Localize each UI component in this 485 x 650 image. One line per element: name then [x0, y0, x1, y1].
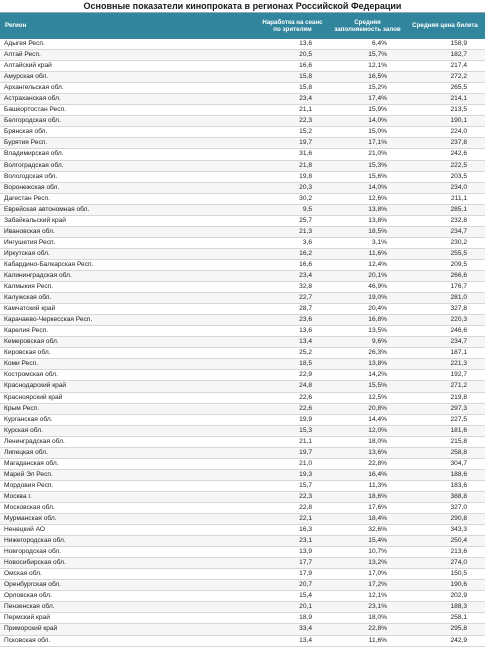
- cell-region: Кировская обл.: [0, 348, 255, 359]
- cell-screenings: 21,1: [255, 436, 330, 447]
- cell-screenings: 28,7: [255, 304, 330, 315]
- table-row: [0, 624, 485, 635]
- cell-screenings: 20,1: [255, 602, 330, 613]
- table-row: [0, 61, 485, 72]
- table-row: [0, 193, 485, 204]
- cell-price: 221,3: [405, 359, 485, 370]
- cell-screenings: 16,3: [255, 525, 330, 536]
- cell-screenings: 25,7: [255, 215, 330, 226]
- cell-screenings: 32,8: [255, 282, 330, 293]
- cell-screenings: 13,9: [255, 547, 330, 558]
- cell-screenings: 9,5: [255, 204, 330, 215]
- cell-occupancy: 9,6%: [330, 337, 405, 348]
- cell-occupancy: 16,8%: [330, 315, 405, 326]
- cell-screenings: 22,3: [255, 116, 330, 127]
- table-row: [0, 381, 485, 392]
- cell-screenings: 17,7: [255, 558, 330, 569]
- cell-region: Ненецкий АО: [0, 525, 255, 536]
- cell-price: 271,2: [405, 381, 485, 392]
- column-header-screenings: Наработка на сеанс по зрителям: [255, 13, 330, 39]
- cell-occupancy: 15,0%: [330, 127, 405, 138]
- cell-screenings: 13,4: [255, 337, 330, 348]
- cell-occupancy: 6,4%: [330, 39, 405, 50]
- cell-occupancy: 15,7%: [330, 50, 405, 61]
- table-row: [0, 50, 485, 61]
- table-header: [0, 13, 485, 39]
- table-row: [0, 215, 485, 226]
- cell-region: Астраханская обл.: [0, 94, 255, 105]
- table-row: [0, 270, 485, 281]
- cell-screenings: 16,6: [255, 61, 330, 72]
- cell-region: Липецкая обл.: [0, 447, 255, 458]
- cell-region: Воронежская обл.: [0, 182, 255, 193]
- table-row: [0, 204, 485, 215]
- table-row: [0, 569, 485, 580]
- cell-occupancy: 15,2%: [330, 83, 405, 94]
- cell-occupancy: 18,4%: [330, 514, 405, 525]
- cell-price: 304,7: [405, 458, 485, 469]
- cell-screenings: 22,8: [255, 502, 330, 513]
- cell-region: Марий Эл Респ.: [0, 469, 255, 480]
- cell-price: 150,5: [405, 569, 485, 580]
- table-row: [0, 425, 485, 436]
- cell-region: Калмыкия Респ.: [0, 282, 255, 293]
- cell-screenings: 21,3: [255, 226, 330, 237]
- cell-price: 232,8: [405, 215, 485, 226]
- cell-screenings: 22,9: [255, 370, 330, 381]
- cell-region: Брянская обл.: [0, 127, 255, 138]
- cell-region: Волгоградская обл.: [0, 160, 255, 171]
- table-row: [0, 635, 485, 646]
- cell-occupancy: 11,3%: [330, 480, 405, 491]
- cell-price: 250,4: [405, 536, 485, 547]
- cell-occupancy: 17,6%: [330, 502, 405, 513]
- cell-price: 211,1: [405, 193, 485, 204]
- cell-occupancy: 12,1%: [330, 61, 405, 72]
- table-row: [0, 359, 485, 370]
- cell-price: 272,2: [405, 72, 485, 83]
- table-row: [0, 138, 485, 149]
- cell-price: 214,1: [405, 94, 485, 105]
- cell-occupancy: 12,4%: [330, 259, 405, 270]
- table-row: [0, 414, 485, 425]
- table-row: [0, 293, 485, 304]
- cell-occupancy: 13,8%: [330, 359, 405, 370]
- cell-occupancy: 13,8%: [330, 215, 405, 226]
- cell-price: 190,6: [405, 580, 485, 591]
- table-row: [0, 72, 485, 83]
- table-row: [0, 83, 485, 94]
- cell-occupancy: 10,7%: [330, 547, 405, 558]
- cell-region: Пензенская обл.: [0, 602, 255, 613]
- cell-occupancy: 20,8%: [330, 403, 405, 414]
- cell-occupancy: 17,2%: [330, 580, 405, 591]
- cell-occupancy: 19,0%: [330, 293, 405, 304]
- cell-screenings: 13,6: [255, 326, 330, 337]
- table-row: [0, 282, 485, 293]
- cell-screenings: 33,4: [255, 624, 330, 635]
- table-row: [0, 447, 485, 458]
- cell-price: 158,9: [405, 39, 485, 50]
- cell-region: Крым Респ.: [0, 403, 255, 414]
- cell-region: Костромская обл.: [0, 370, 255, 381]
- cell-occupancy: 32,6%: [330, 525, 405, 536]
- cell-region: Оренбургская обл.: [0, 580, 255, 591]
- cell-occupancy: 18,0%: [330, 436, 405, 447]
- cell-occupancy: 22,8%: [330, 458, 405, 469]
- cell-price: 202,9: [405, 591, 485, 602]
- cell-occupancy: 23,1%: [330, 602, 405, 613]
- cell-price: 297,3: [405, 403, 485, 414]
- cell-region: Красноярский край: [0, 392, 255, 403]
- cell-screenings: 22,1: [255, 514, 330, 525]
- cell-region: Архангельская обл.: [0, 83, 255, 94]
- cell-occupancy: 13,5%: [330, 326, 405, 337]
- cell-screenings: 30,2: [255, 193, 330, 204]
- cell-region: Владимирская обл.: [0, 149, 255, 160]
- cell-price: 258,1: [405, 613, 485, 624]
- table-row: [0, 259, 485, 270]
- cell-price: 327,8: [405, 304, 485, 315]
- cell-occupancy: 46,9%: [330, 282, 405, 293]
- cell-screenings: 18,5: [255, 359, 330, 370]
- cell-screenings: 15,3: [255, 425, 330, 436]
- cell-region: Мурманская обл.: [0, 514, 255, 525]
- table-row: [0, 149, 485, 160]
- cell-region: Калининградская обл.: [0, 270, 255, 281]
- table-row: [0, 514, 485, 525]
- cell-region: Курская обл.: [0, 425, 255, 436]
- table-row: [0, 348, 485, 359]
- cell-price: 192,7: [405, 370, 485, 381]
- cell-price: 281,0: [405, 293, 485, 304]
- cell-region: Москва г.: [0, 491, 255, 502]
- cell-price: 188,3: [405, 602, 485, 613]
- cell-price: 209,5: [405, 259, 485, 270]
- cell-price: 343,3: [405, 525, 485, 536]
- cell-screenings: 20,7: [255, 580, 330, 591]
- cell-price: 188,6: [405, 469, 485, 480]
- cell-screenings: 22,7: [255, 293, 330, 304]
- cell-occupancy: 3,1%: [330, 237, 405, 248]
- cell-screenings: 13,6: [255, 39, 330, 50]
- cell-screenings: 25,2: [255, 348, 330, 359]
- cell-price: 183,6: [405, 480, 485, 491]
- table-row: [0, 580, 485, 591]
- table-row: [0, 94, 485, 105]
- cell-price: 190,1: [405, 116, 485, 127]
- cell-screenings: 31,6: [255, 149, 330, 160]
- cell-region: Карелия Респ.: [0, 326, 255, 337]
- cell-screenings: 22,6: [255, 392, 330, 403]
- cell-price: 220,3: [405, 315, 485, 326]
- cell-occupancy: 12,0%: [330, 425, 405, 436]
- cell-screenings: 16,2: [255, 248, 330, 259]
- cell-screenings: 19,7: [255, 138, 330, 149]
- cell-occupancy: 20,4%: [330, 304, 405, 315]
- cell-price: 227,5: [405, 414, 485, 425]
- table-row: [0, 304, 485, 315]
- page-title: Основные показатели кинопроката в регионах Российской Федерации: [0, 0, 485, 13]
- cell-region: Камчатский край: [0, 304, 255, 315]
- cell-screenings: 20,5: [255, 50, 330, 61]
- cell-region: Пермский край: [0, 613, 255, 624]
- cell-screenings: 19,7: [255, 447, 330, 458]
- cell-occupancy: 15,5%: [330, 381, 405, 392]
- cell-price: 237,8: [405, 138, 485, 149]
- cell-region: Мордовия Респ.: [0, 480, 255, 491]
- cell-region: Белгородская обл.: [0, 116, 255, 127]
- table-row: [0, 160, 485, 171]
- table-row: [0, 558, 485, 569]
- cell-region: Дагестан Респ.: [0, 193, 255, 204]
- table-row: [0, 370, 485, 381]
- cell-screenings: 13,4: [255, 635, 330, 646]
- cell-occupancy: 21,0%: [330, 149, 405, 160]
- cell-screenings: 23,1: [255, 536, 330, 547]
- cell-screenings: 19,3: [255, 469, 330, 480]
- cell-price: 182,7: [405, 50, 485, 61]
- cell-screenings: 15,2: [255, 127, 330, 138]
- table-row: [0, 337, 485, 348]
- cell-region: Карачаево-Черкесская Респ.: [0, 315, 255, 326]
- cinema-stats-table: [0, 13, 485, 647]
- cell-occupancy: 20,1%: [330, 270, 405, 281]
- cell-price: 258,8: [405, 447, 485, 458]
- cell-occupancy: 18,6%: [330, 491, 405, 502]
- cell-occupancy: 15,6%: [330, 171, 405, 182]
- cell-price: 213,5: [405, 105, 485, 116]
- cell-region: Московская обл.: [0, 502, 255, 513]
- table-row: [0, 39, 485, 50]
- cell-screenings: 18,9: [255, 613, 330, 624]
- cell-price: 181,6: [405, 425, 485, 436]
- cell-occupancy: 17,4%: [330, 94, 405, 105]
- table-row: [0, 536, 485, 547]
- cell-region: Новосибирская обл.: [0, 558, 255, 569]
- cell-screenings: 19,9: [255, 414, 330, 425]
- cell-region: Приморский край: [0, 624, 255, 635]
- cell-screenings: 22,6: [255, 403, 330, 414]
- cell-region: Омская обл.: [0, 569, 255, 580]
- cell-occupancy: 26,3%: [330, 348, 405, 359]
- cell-occupancy: 11,6%: [330, 248, 405, 259]
- table-row: [0, 525, 485, 536]
- cell-occupancy: 16,4%: [330, 469, 405, 480]
- cell-price: 285,1: [405, 204, 485, 215]
- cell-screenings: 21,1: [255, 105, 330, 116]
- cell-screenings: 15,4: [255, 591, 330, 602]
- cell-screenings: 17,9: [255, 569, 330, 580]
- cell-region: Курганская обл.: [0, 414, 255, 425]
- cell-occupancy: 15,4%: [330, 536, 405, 547]
- cell-region: Орловская обл.: [0, 591, 255, 602]
- cell-screenings: 19,8: [255, 171, 330, 182]
- table-row: [0, 602, 485, 613]
- cell-occupancy: 17,1%: [330, 138, 405, 149]
- cell-price: 242,9: [405, 635, 485, 646]
- cell-screenings: 21,8: [255, 160, 330, 171]
- cell-occupancy: 14,4%: [330, 414, 405, 425]
- table-row: [0, 491, 485, 502]
- cell-region: Калужская обл.: [0, 293, 255, 304]
- cell-price: 213,6: [405, 547, 485, 558]
- column-header-region: Регион: [0, 13, 255, 39]
- cell-price: 234,7: [405, 226, 485, 237]
- cell-price: 388,8: [405, 491, 485, 502]
- cell-region: Коми Респ.: [0, 359, 255, 370]
- table-row: [0, 469, 485, 480]
- cell-region: Ивановская обл.: [0, 226, 255, 237]
- cell-screenings: 16,6: [255, 259, 330, 270]
- cell-price: 290,8: [405, 514, 485, 525]
- table-body: [0, 39, 485, 646]
- cell-screenings: 3,6: [255, 237, 330, 248]
- cell-occupancy: 13,2%: [330, 558, 405, 569]
- cell-region: Амурская обл.: [0, 72, 255, 83]
- cell-occupancy: 16,5%: [330, 72, 405, 83]
- cell-price: 246,6: [405, 326, 485, 337]
- cell-occupancy: 18,5%: [330, 226, 405, 237]
- table-row: [0, 392, 485, 403]
- cell-region: Магаданская обл.: [0, 458, 255, 469]
- table-row: [0, 237, 485, 248]
- table-row: [0, 480, 485, 491]
- cell-price: 274,0: [405, 558, 485, 569]
- cell-price: 222,5: [405, 160, 485, 171]
- cell-screenings: 21,0: [255, 458, 330, 469]
- table-row: [0, 127, 485, 138]
- cell-region: Башкортостан Респ.: [0, 105, 255, 116]
- cell-region: Алтай Респ.: [0, 50, 255, 61]
- cell-price: 255,5: [405, 248, 485, 259]
- cell-price: 224,0: [405, 127, 485, 138]
- table-row: [0, 105, 485, 116]
- cell-price: 176,7: [405, 282, 485, 293]
- table-row: [0, 502, 485, 513]
- cell-price: 242,6: [405, 149, 485, 160]
- cell-price: 266,6: [405, 270, 485, 281]
- cell-price: 187,1: [405, 348, 485, 359]
- table-row: [0, 436, 485, 447]
- table-row: [0, 248, 485, 259]
- table-row: [0, 315, 485, 326]
- cell-region: Псковская обл.: [0, 635, 255, 646]
- cell-occupancy: 15,3%: [330, 160, 405, 171]
- table-row: [0, 458, 485, 469]
- cell-occupancy: 14,0%: [330, 182, 405, 193]
- cell-region: Алтайский край: [0, 61, 255, 72]
- column-header-price: Средняя цена билета: [405, 13, 485, 39]
- cell-occupancy: 13,8%: [330, 204, 405, 215]
- cell-region: Забайкальский край: [0, 215, 255, 226]
- cell-occupancy: 14,2%: [330, 370, 405, 381]
- cell-screenings: 15,7: [255, 480, 330, 491]
- cell-occupancy: 11,6%: [330, 635, 405, 646]
- cell-occupancy: 22,8%: [330, 624, 405, 635]
- cell-region: Адыгея Респ.: [0, 39, 255, 50]
- cell-region: Бурятия Респ.: [0, 138, 255, 149]
- cell-price: 219,8: [405, 392, 485, 403]
- cell-occupancy: 14,0%: [330, 116, 405, 127]
- cell-screenings: 22,3: [255, 491, 330, 502]
- cell-screenings: 20,3: [255, 182, 330, 193]
- cell-occupancy: 12,1%: [330, 591, 405, 602]
- cell-region: Иркутская обл.: [0, 248, 255, 259]
- cell-price: 230,2: [405, 237, 485, 248]
- cell-occupancy: 12,6%: [330, 193, 405, 204]
- cell-region: Вологодская обл.: [0, 171, 255, 182]
- cell-price: 234,7: [405, 337, 485, 348]
- cell-region: Новгородская обл.: [0, 547, 255, 558]
- cell-screenings: 23,6: [255, 315, 330, 326]
- table-row: [0, 326, 485, 337]
- cell-occupancy: 17,0%: [330, 569, 405, 580]
- table-row: [0, 116, 485, 127]
- cell-region: Кабардино-Балкарская Респ.: [0, 259, 255, 270]
- cell-region: Кемеровская обл.: [0, 337, 255, 348]
- table-row: [0, 403, 485, 414]
- column-header-occupancy: Средняя заполняемость залов: [330, 13, 405, 39]
- table-row: [0, 547, 485, 558]
- table-row: [0, 613, 485, 624]
- cell-price: 265,5: [405, 83, 485, 94]
- cell-region: Ингушетия Респ.: [0, 237, 255, 248]
- cell-screenings: 24,8: [255, 381, 330, 392]
- cell-occupancy: 18,0%: [330, 613, 405, 624]
- cell-screenings: 23,4: [255, 270, 330, 281]
- cell-price: 217,4: [405, 61, 485, 72]
- cell-price: 203,5: [405, 171, 485, 182]
- cell-occupancy: 13,6%: [330, 447, 405, 458]
- cell-price: 215,8: [405, 436, 485, 447]
- cell-price: 295,8: [405, 624, 485, 635]
- cell-screenings: 15,8: [255, 72, 330, 83]
- cell-screenings: 23,4: [255, 94, 330, 105]
- cell-region: Ленинградская обл.: [0, 436, 255, 447]
- cell-region: Нижегородская обл.: [0, 536, 255, 547]
- table-row: [0, 182, 485, 193]
- cell-region: Еврейская автономная обл.: [0, 204, 255, 215]
- table-row: [0, 226, 485, 237]
- table-row: [0, 591, 485, 602]
- cell-price: 234,0: [405, 182, 485, 193]
- table-row: [0, 171, 485, 182]
- cell-screenings: 15,8: [255, 83, 330, 94]
- cell-occupancy: 15,9%: [330, 105, 405, 116]
- cell-occupancy: 12,5%: [330, 392, 405, 403]
- cell-price: 327,0: [405, 502, 485, 513]
- cell-region: Краснодарский край: [0, 381, 255, 392]
